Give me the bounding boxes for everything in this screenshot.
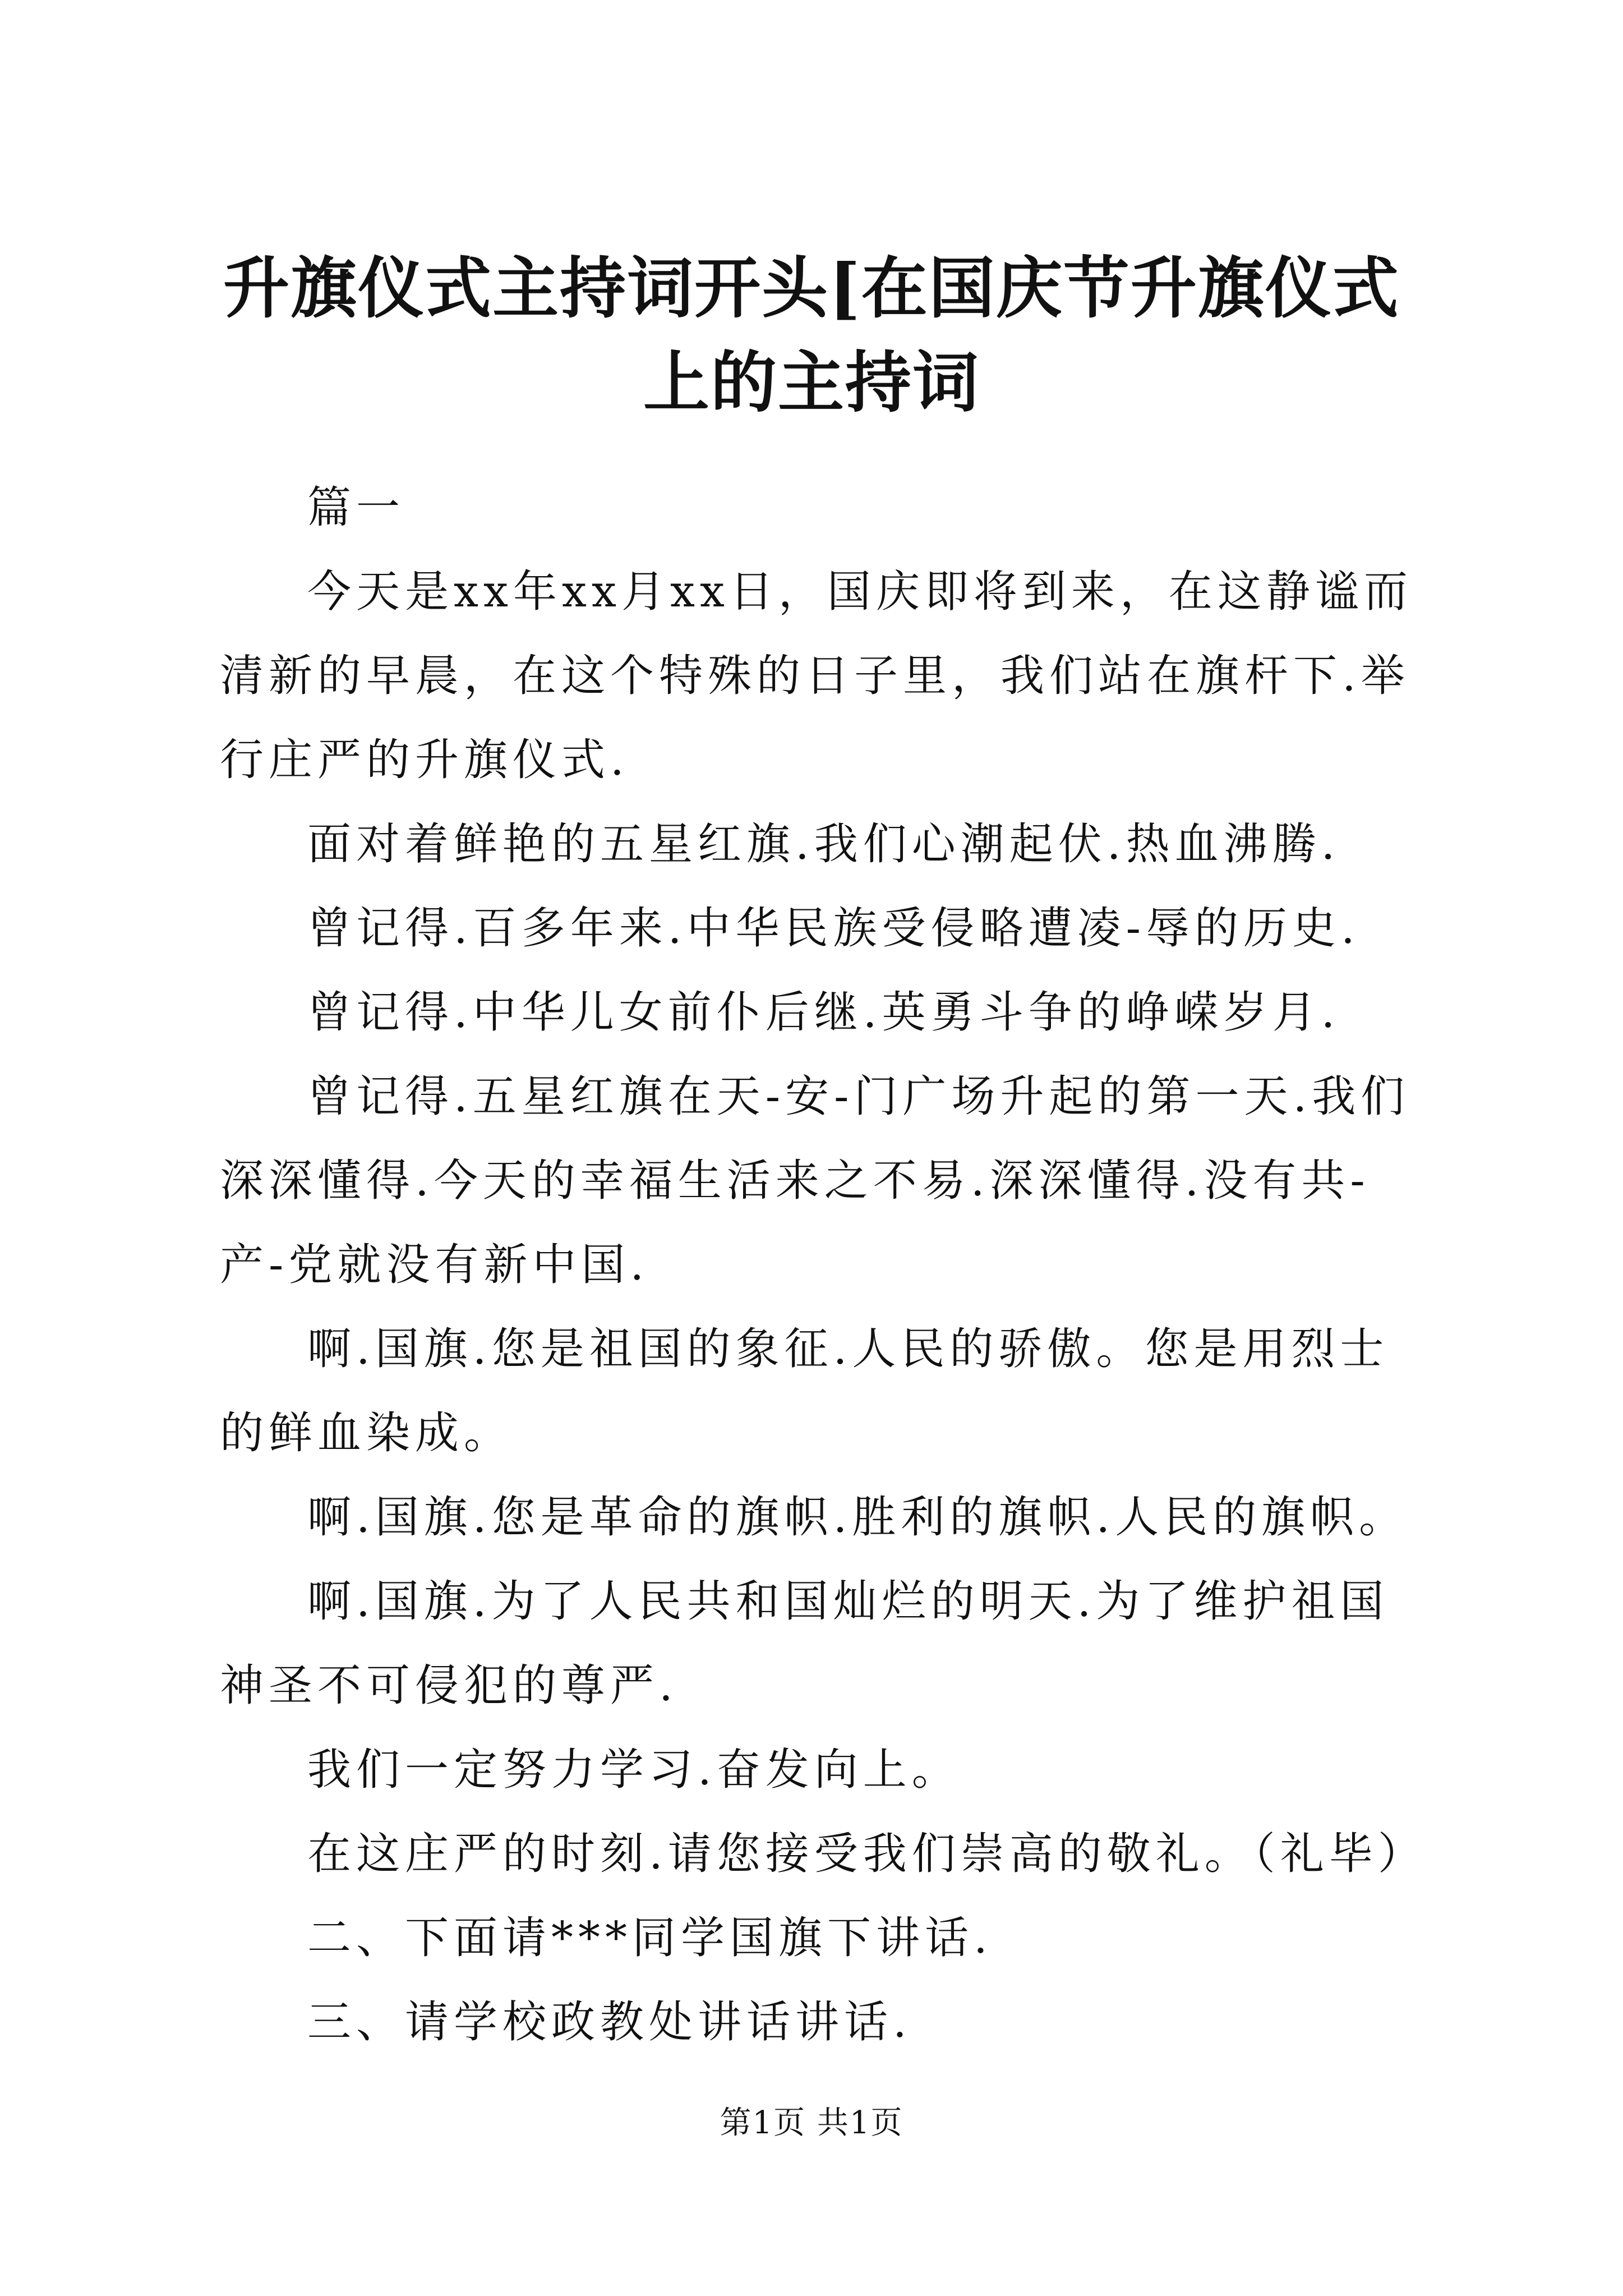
paragraph: 啊.国旗.您是祖国的象征.人民的骄傲。您是用烈士的鲜血染成。 — [220, 1324, 1389, 1458]
paragraph: 今天是xx年xx月xx日，国庆即将到来，在这静谧而清新的早晨，在这个特殊的日子里，我们站在旗杆下.举行庄严的升旗仪式. — [220, 567, 1413, 785]
paragraph: 曾记得.百多年来.中华民族受侵略遭凌-辱的历史. — [307, 903, 1360, 954]
paragraph: 曾记得.五星红旗在天-安-门广场升起的第一天.我们深深懂得.今天的幸福生活来之不易.深深懂得.没有共-产-党就没有新中国. — [220, 1071, 1410, 1290]
paragraph: 在这庄严的时刻.请您接受我们崇高的敬礼。（礼毕） — [307, 1829, 1427, 1879]
document-title: 升旗仪式主持词开头[在国庆节升旗仪式上的主持词 — [223, 249, 1400, 421]
paragraph: 曾记得.中华儿女前仆后继.英勇斗争的峥嵘岁月. — [307, 987, 1340, 1038]
paragraph-section-label: 篇一 — [307, 482, 405, 533]
paragraph: 我们一定努力学习.奋发向上。 — [307, 1745, 961, 1795]
paragraph: 面对着鲜艳的五星红旗.我们心潮起伏.热血沸腾. — [307, 819, 1340, 869]
page-footer: 第1页 共1页 — [720, 2105, 903, 2141]
paragraph: 二、下面请***同学国旗下讲话. — [307, 1913, 993, 1963]
paragraph: 三、请学校政教处讲话讲话. — [307, 1997, 912, 2047]
document-body — [220, 466, 1427, 2064]
paragraph: 啊.国旗.您是革命的旗帜.胜利的旗帜.人民的旗帜。 — [307, 1492, 1408, 1543]
paragraph: 啊.国旗.为了人民共和国灿烂的明天.为了维护祖国神圣不可侵犯的尊严. — [220, 1576, 1389, 1711]
